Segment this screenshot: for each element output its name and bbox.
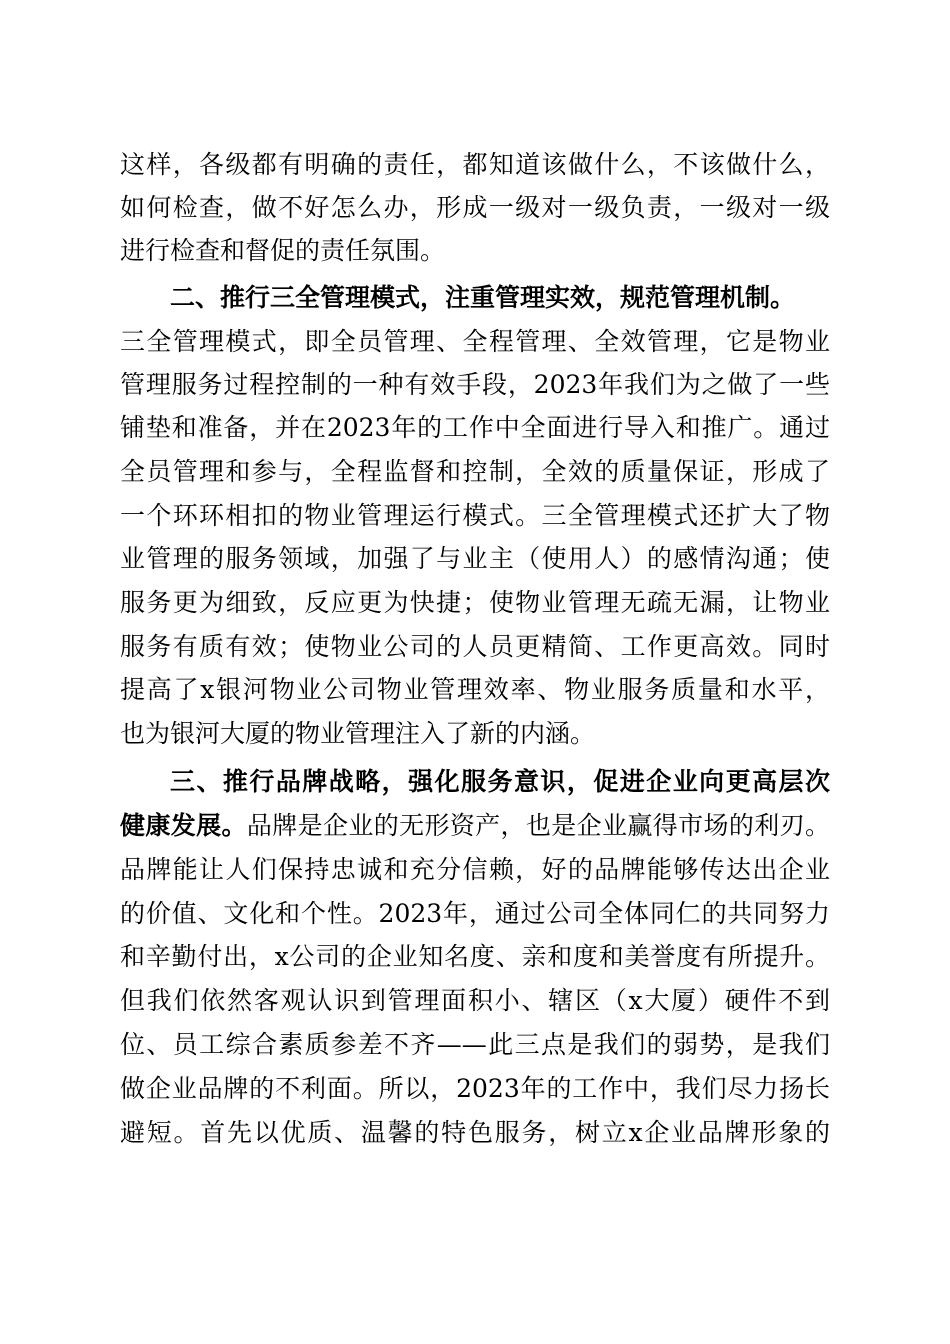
- paragraph2-line: 服务有质有效；使物业公司的人员更精简、工作更高效。同时: [120, 632, 830, 661]
- paragraph3-line: 位、员工综合素质参差不齐——此三点是我们的弱势，是我们: [120, 1030, 830, 1059]
- paragraph3-line: 的价值、文化和个性。2023年，通过公司全体同仁的共同努力: [120, 899, 830, 928]
- paragraph2-line: 一个环环相扣的物业管理运行模式。三全管理模式还扩大了物: [120, 501, 830, 530]
- paragraph2-line: 三全管理模式，即全员管理、全程管理、全效管理，它是物业: [120, 327, 830, 356]
- paragraph2-line: 提高了x银河物业公司物业管理效率、物业服务质量和水平，: [120, 675, 830, 704]
- paragraph2-line: 服务更为细致，反应更为快捷；使物业管理无疏无漏，让物业: [120, 588, 830, 617]
- section-heading-3: 三、推行品牌战略，强化服务意识，促进企业向更高层次: [170, 767, 830, 796]
- paragraph2-line: 全员管理和参与，全程监督和控制，全效的质量保证，形成了: [120, 457, 830, 486]
- paragraph3-line: 避短。首先以优质、温馨的特色服务，树立x企业品牌形象的: [120, 1118, 830, 1147]
- section-heading-2: 二、推行三全管理模式，注重管理实效，规范管理机制。: [170, 283, 796, 312]
- paragraph3-line: 品牌能让人们保持忠诚和充分信赖，好的品牌能够传达出企业: [120, 855, 830, 884]
- paragraph3-line: 做企业品牌的不利面。所以，2023年的工作中，我们尽力扬长: [120, 1074, 830, 1103]
- section-heading-3-continuation: 健康发展。: [120, 811, 247, 840]
- paragraph3-line: 和辛勤付出，x公司的企业知名度、亲和度和美誉度有所提升。: [120, 942, 830, 971]
- paragraph3-line: 但我们依然客观认识到管理面积小、辖区（x大厦）硬件不到: [120, 986, 830, 1015]
- paragraph2-line: 铺垫和准备，并在2023年的工作中全面进行导入和推广。通过: [120, 413, 830, 442]
- paragraph2-line: 业管理的服务领域，加强了与业主（使用人）的感情沟通；使: [120, 544, 830, 573]
- paragraph2-line: 管理服务过程控制的一种有效手段，2023年我们为之做了一些: [120, 370, 830, 399]
- paragraph1-line: 进行检查和督促的责任氛围。: [120, 236, 446, 265]
- paragraph2-line: 也为银河大厦的物业管理注入了新的内涵。: [120, 719, 596, 748]
- paragraph3-text: 品牌是企业的无形资产，也是企业赢得市场的利刃。: [246, 811, 830, 840]
- paragraph3-heading-line2: [120, 806, 830, 846]
- paragraph1-line: 如何检查，做不好怎么办，形成一级对一级负责，一级对一级: [120, 193, 830, 222]
- paragraph1-line: 这样，各级都有明确的责任，都知道该做什么，不该做什么，: [120, 150, 830, 179]
